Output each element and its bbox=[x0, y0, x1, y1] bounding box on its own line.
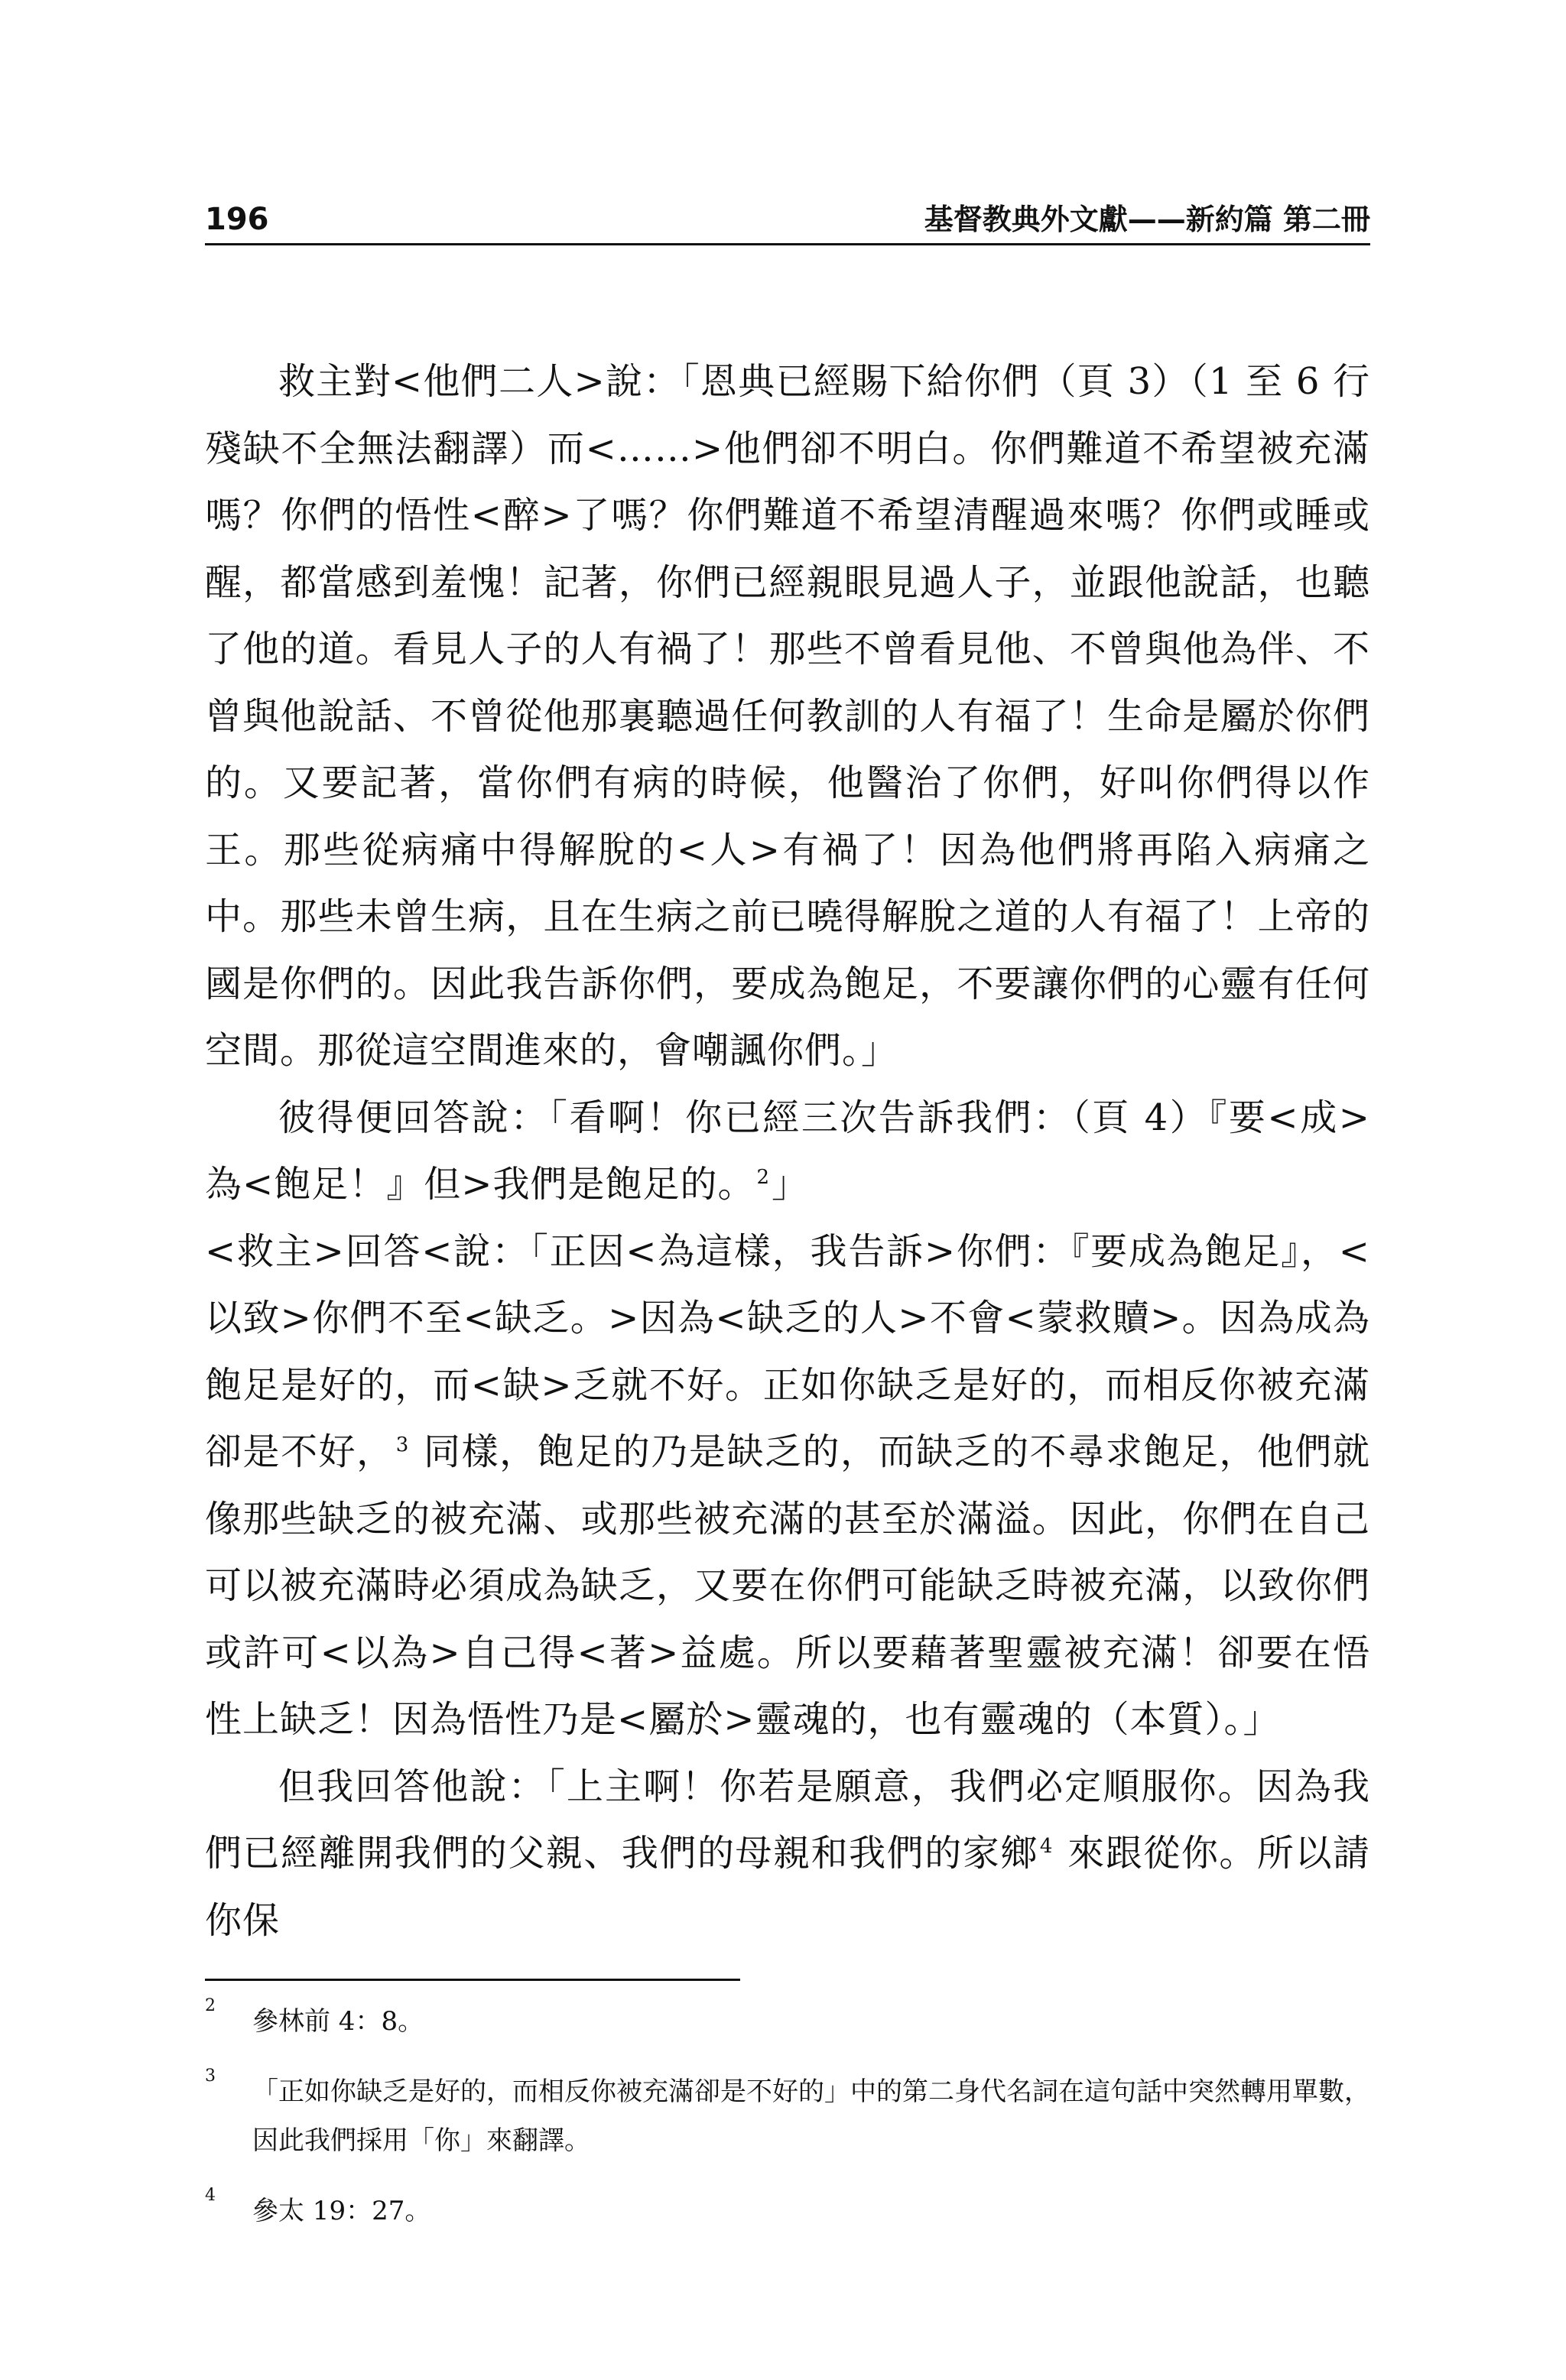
footnote bbox=[205, 1997, 1370, 2046]
paragraph-text: 」 bbox=[772, 1163, 810, 1206]
paragraph bbox=[205, 1754, 1370, 1955]
footnote-number: 2 bbox=[205, 1996, 216, 2015]
paragraph-text: 但我回答他說：「上主啊！你若是願意，我們必定順服你。因為我們已經離開我們的父親、我們的母親和我們的家鄉 bbox=[205, 1765, 1370, 1875]
paragraph-text: <救主>回答<說：「正因<為這樣，我告訴>你們：『要成為飽足』，<以致>你們不至<缺乏。>因為<缺乏的人>不會<蒙救贖>。因為成為飽足是好的，而<缺>乏就不好。正如你缺乏是好的，而相反你被充滿卻是不好， bbox=[205, 1229, 1370, 1473]
footnote-number: 3 bbox=[205, 2067, 216, 2086]
footnote-text: 「正如你缺乏是好的，而相反你被充滿卻是不好的」中的第二身代名詞在這句話中突然轉用單數，因此我們採用「你」來翻譯。 bbox=[252, 2076, 1370, 2156]
footnote-number: 4 bbox=[205, 2186, 216, 2205]
paragraph bbox=[205, 1085, 1370, 1219]
paragraph bbox=[205, 349, 1370, 1085]
footnotes bbox=[205, 1997, 1370, 2257]
footnote bbox=[205, 2187, 1370, 2236]
paragraph bbox=[205, 1219, 1370, 1754]
footnote-rule bbox=[205, 1979, 740, 1981]
paragraph-text: 彼得便回答說：「看啊！你已經三次告訴我們：（頁 4）『要<成>為<飽足！』但>我們是飽足的。 bbox=[205, 1096, 1370, 1206]
footnote-ref: 2 bbox=[756, 1166, 770, 1189]
footnote-text: 參林前 4：8。 bbox=[252, 2006, 424, 2037]
footnote-ref: 4 bbox=[1039, 1835, 1054, 1858]
page-number: 196 bbox=[205, 202, 269, 237]
header-rule bbox=[205, 243, 1370, 245]
page-header bbox=[205, 200, 1370, 239]
paragraph-text: 同樣，飽足的乃是缺乏的，而缺乏的不尋求飽足，他們就像那些缺乏的被充滿、或那些被充滿的甚至於滿溢。因此，你們在自己可以被充滿時必須成為缺乏，又要在你們可能缺乏時被充滿，以致你們或許可<以為>自己得<著>益處。所以要藉著聖靈被充滿！卻要在悟性上缺乏！因為悟性乃是<屬於>靈魂的，也有靈魂的（本質）。」 bbox=[205, 1430, 1370, 1741]
running-title: 基督教典外文獻——新約篇 第二冊 bbox=[924, 203, 1370, 236]
footnote bbox=[205, 2067, 1370, 2165]
footnote-ref: 3 bbox=[395, 1434, 410, 1456]
body-text bbox=[205, 349, 1370, 1954]
paragraph-text: 救主對<他們二人>說：「恩典已經賜下給你們（頁 3）（1 至 6 行殘缺不全無法翻譯）而<……>他們卻不明白。你們難道不希望被充滿嗎？你們的悟性<醉>了嗎？你們難道不希望清醒過來嗎？你們或睡或醒，都當感到羞愧！記著，你們已經親眼見過人子，並跟他說話，也聽了他的道。看見人子的人有禍了！那些不曾看見他、不曾與他為伴、不曾與他說話、不曾從他那裏聽過任何教訓的人有福了！生命是屬於你們的。又要記著，當你們有病的時候，他醫治了你們，好叫你們得以作王。那些從病痛中得解脫的<人>有禍了！因為他們將再陷入病痛之中。那些未曾生病，且在生病之前已曉得解脫之道的人有福了！上帝的國是你們的。因此我告訴你們，要成為飽足，不要讓你們的心靈有任何空間。那從這空間進來的，會嘲諷你們。」 bbox=[205, 360, 1370, 1072]
footnote-text: 參太 19：27。 bbox=[252, 2196, 431, 2226]
paragraph-text: 來跟從你。所以請你保 bbox=[205, 1832, 1370, 1942]
